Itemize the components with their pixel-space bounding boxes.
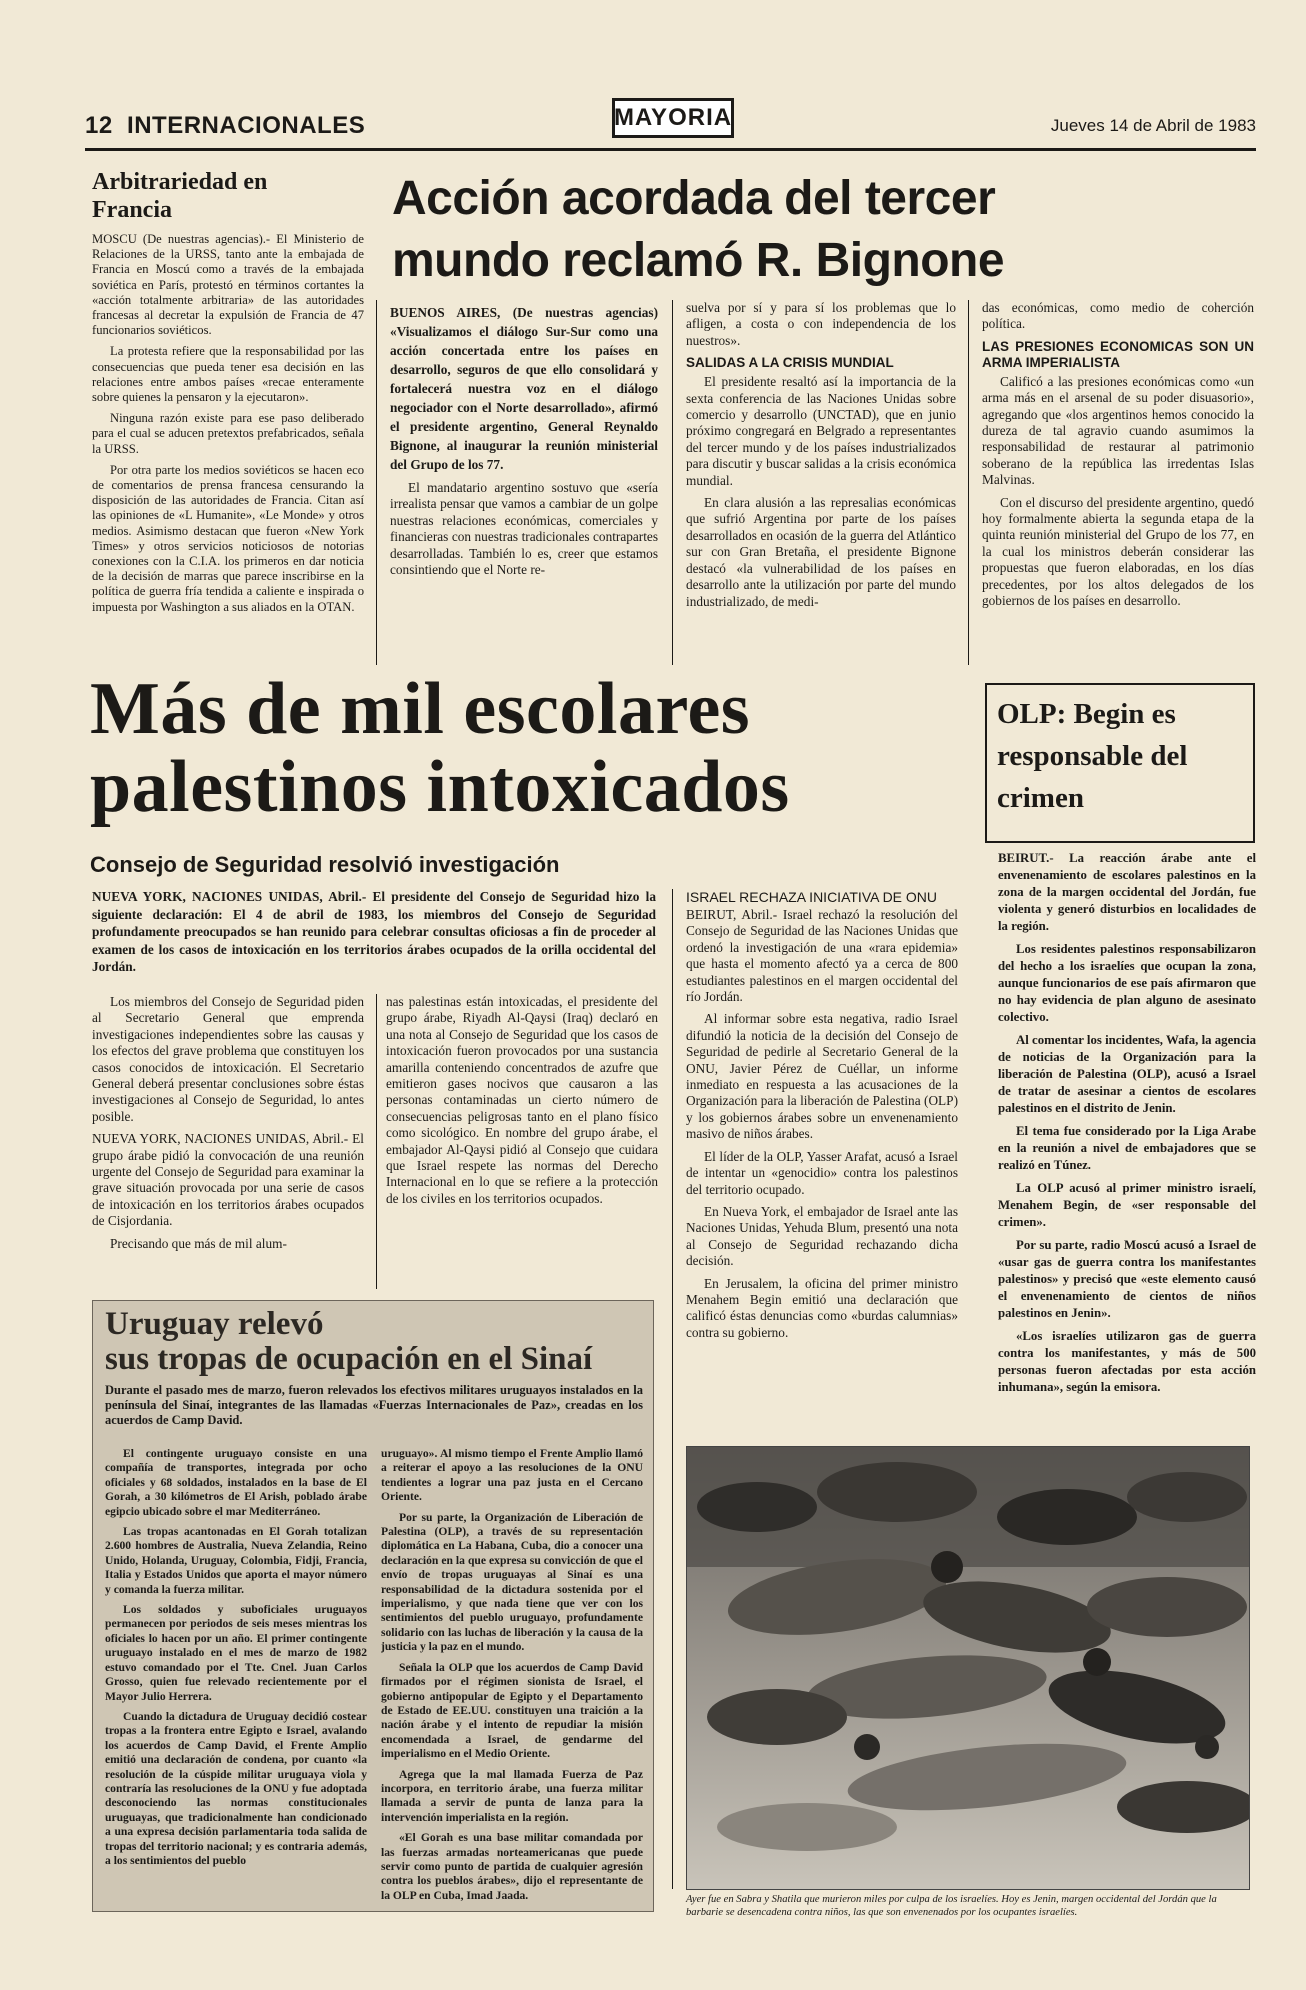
escolares-paragraph: Los miembros del Consejo de Seguridad piden al Secretario General que emprenda investigaciones independientes sobre las causas y los efectos del grave problema que constituyen los casos conocidos de intoxicación. El Secretario General deberá presentar conclusiones sobre éstas investigaciones al Consejo de Seguridad, lo antes posible. [92,994,364,1124]
escolares-col2 [386,994,658,1290]
escolares-paragraph: Precisando que más de mil alum- [110,1235,287,1251]
escolares-paragraph: Al informar sobre esta negativa, radio Israel difundió la noticia de la decisión del Consejo de Seguridad de pedirle al Secretario General de la ONU, Javier Pérez de Cuéllar, un informe inmediato en respuesta a las acusaciones de la Organización para la liberación de Palestina (OLP) y los gobiernos árabes sobre un envenenamiento masivo de niños árabes. [686,1011,958,1142]
bignone-lead: BUENOS AIRES, (De nuestras agencias) «Visualizamos el diálogo Sur-Sur como una acción concertada entre los países en desarrollo, seguros de que ello consolidará y fortalecerá nuestra voz en el diálogo negociador con el Norte desarrollado», afirmó el presidente argentino, General Reynaldo Bignone, al inaugurar la reunión ministerial del Grupo de los 77. [390,305,658,472]
bignone-paragraph: En clara alusión a las represalias económicas que sufrió Argentina por parte de los países desarrollados en ocasión de la guerra del Atlántico sur con Gran Bretaña, el presidente Bignone destacó «la vulnerabilidad de los países en desarrollo ante la utilización por parte del mundo industrializado, de medi- [686,495,956,609]
bignone-headline-line: mundo reclamó R. Bignone [392,234,1005,287]
escolares-paragraph: NUEVA YORK, NACIONES UNIDAS, Abril.- El grupo árabe pidió la convocación de una reunión urgente del Consejo de Seguridad para examinar la grave situación provocada por una serie de casos de intoxicación en los territorios árabes ocupados de Cisjordania. [92,1131,364,1229]
bignone-paragraph: Calificó a las presiones económicas como «un arma más en el arsenal de su poder disuasorio», agregando que «los argentinos hemos conocido la dureza de tal agravio cuando asumimos la responsabilidad de restaurar al patrimonio soberano de la república las irredentas Islas Malvinas. [982,373,1254,488]
francia-paragraph: Ninguna razón existe para ese paso deliberado para el cual se aducen pretextos prefabricados, señala la URSS. [92,411,364,456]
olp-title: OLP: Begin es responsable del crimen [997,698,1188,814]
header-rule [85,148,1256,151]
olp-title-box [985,683,1255,843]
uruguay-lead: Durante el pasado mes de marzo, fueron relevados los efectivos militares uruguayos instalados en la península del Sinaí, integrantes de las llamadas «Fuerzas Internacionales de Paz», creadas en los acuerdos de Camp David. [105,1383,643,1427]
uruguay-paragraph: uruguayo». Al mismo tiempo el Frente Amplio llamó a reiterar el apoyo a las resoluciones de la ONU tendientes a lograr una paz justa en el Cercano Oriente. [381,1447,643,1504]
olp-paragraph: Por su parte, radio Moscú acusó a Israel de «usar gas de guerra contra los manifestantes palestinos» y precisó que «este elemento causó el envenenamiento de cientos de niños palestinos en Jenin». [998,1238,1256,1320]
uruguay-paragraph: Las tropas acantonadas en El Gorah totalizan 2.600 hombres de Australia, Nueva Zelandia, Reino Unido, Holanda, Uruguay, Colombia, Fidji, Francia, Italia y Estados Unidos que aporta el mayor número y comanda la fuerza militar. [105,1525,367,1596]
escolares-paragraph: nas palestinas están intoxicadas, el presidente del grupo árabe, Riyadh Al-Qaysi (Iraq) declaró en una nota al Consejo de Seguridad que los casos de intoxicación fueron provocados por una sustancia amarilla conteniendo concentrados de azufre que emitieron gases nocivos que causaron a las personas contaminadas un cierto número de consecuencias peligrosas tanto en el plano físico como sicológico. En nombre del grupo árabe, el embajador Al-Qaysi pidió al Consejo que cuidara que Israel respete las normas del Derecho Internacional en lo que se refiere a la protección de los civiles en los territorios ocupados. [386,994,658,1206]
issue-date: Jueves 14 de Abril de 1983 [1050,116,1256,135]
francia-paragraph: La protesta refiere que la responsabilidad por las consecuencias que pueda tener esa decisión en las relaciones entre ambos países «recae enteramente sobre quienes la pensaron y la ejecutaron». [92,344,364,405]
escolares-paragraph: BEIRUT, Abril.- Israel rechazó la resolución del Consejo de Seguridad de las Naciones Unidas que ordenó la investigación de una «rara epidemia» que hasta el momento afectó ya a cerca de 800 estudiantes palestinos en el margen occidental del río Jordán. [686,907,958,1005]
uruguay-paragraph: Por su parte, la Organización de Liberación de Palestina (OLP), a través de su representación diplomática en La Habana, Cuba, dio a conocer una declaración en la que expresa su convicción de que el envío de tropas uruguayas al Sinaí es una responsabilidad de la dictadura sostenida por el imperialismo, y que nada tiene que ver con los sentimientos del pueblo uruguayo, profundamente solidario con las luchas de liberación y la causa de la justicia y la paz en el mundo. [381,1510,643,1654]
column-rule [672,300,673,665]
column-rule [968,300,969,665]
photo-caption: Ayer fue en Sabra y Shatila que murieron miles por culpa de los israelíes. Hoy es Jenin, margen occidental del Jordán que la barbarie se desencadena contra niños, las que son envenenados por los ocupantes israelíes. [686,1894,1217,1918]
escolares-lead: NUEVA YORK, NACIONES UNIDAS, Abril.- El presidente del Consejo de Seguridad hizo la siguiente declaración: El 4 de abril de 1983, los miembros del Consejo de Seguridad profundamente preocupados se han reunido para celebrar consultas oficiosas a fin de proceder al examen de los casos de intoxicación en los territorios árabes ocupados de la orilla occidental del Jordán. [92,889,656,974]
uruguay-paragraph: Los soldados y suboficiales uruguayos permanecen por periodos de seis meses mientras los oficiales lo hacen por un año. El primer contingente uruguayo instalado en el mes de marzo de 1982 estuvo comandado por el Tte. Cnel. Juan Carlos Grosso, quien fue relevado recientemente por el Mayor Julio Herrera. [105,1603,367,1703]
page-number: 12 [85,112,113,139]
olp-paragraph: «Los israelíes utilizaron gas de guerra contra los manifestantes, y más de 500 personas fueron afectadas por esta acción inhumana», según la emisora. [998,1329,1256,1394]
uruguay-paragraph: El contingente uruguayo consiste en una compañía de transportes, integrada por ocho oficiales y 68 soldados, instalados en la base de El Gorah, a 30 kilómetros de El Arish, poblado árabe egipcio ubicado sobre el mar Mediterráneo. [105,1447,367,1518]
olp-paragraph: El tema fue considerado por la Liga Arabe en la reunión a nivel de embajadores que se realizó en Túnez. [998,1124,1256,1172]
bignone-paragraph: El mandatario argentino sostuvo que «sería irrealista pensar que vamos a cambiar de un golpe nuestras relaciones económicas, comerciales y financieras con nuestras tradicionales contrapartes desarrolladas. También lo es, creer que estamos consintiendo que el Norte re- [390,480,658,578]
uruguay-headline-line: sus tropas de ocupación en el Sinaí [105,1341,593,1377]
bignone-col3 [982,300,1254,668]
uruguay-paragraph: «El Gorah es una base militar comandada por las fuerzas armadas norteamericanas que puede servir como punto de partida de cualquier agresión contra los pueblos árabes», dijo el representante de la OLP en Cuba, Imad Jaada. [381,1831,643,1902]
olp-body [998,850,1256,1425]
uruguay-paragraph: Cuando la dictadura de Uruguay decidió costear tropas a la frontera entre Egipto e Israel, avalando los acuerdos de Camp David, el Frente Amplio emitió una declaración de condena, por cuanto «la resolución de la cúspide militar uruguaya viola y contraría las resoluciones de la ONU y fue adoptada desconociendo las normas constitucionales uruguayas, que tradicionalmente han condicionado a una expresa decisión parlamentaria toda salida de tropas del territorio nacional; y es contraria además, a los sentimientos del pueblo [105,1709,367,1867]
news-photo [686,1446,1250,1890]
escolares-headline-line: Más de mil escolares [90,668,751,750]
francia-body [92,232,364,662]
bignone-subhead: LAS PRESIONES ECONOMICAS SON UN ARMA IMPERIALISTA [982,338,1254,370]
bignone-paragraph: suelva por sí y para sí los problemas que lo afligen, a costa o con independencia de los nuestros». [686,300,956,348]
uruguay-headline-line: Uruguay relevó [105,1306,324,1342]
uruguay-paragraph: Señala la OLP que los acuerdos de Camp David firmados por el régimen sionista de Israel, el gobierno antipopular de Egipto y el Departamento de Estado de EE.UU. constituyen una traición a la nación árabe y el intento de repudiar la misión encomendada a Israel, de gendarme del imperialismo en el Medio Oriente. [381,1660,643,1761]
column-rule [376,994,377,1289]
escolares-subtitle: Consejo de Seguridad resolvió investigación [90,852,560,877]
bignone-paragraph: El presidente resaltó así la importancia de la sexta conferencia de las Naciones Unidas sobre comercio y desarrollo (UNCTAD), que en junio próximo congregará en Belgrado a representantes del tercer mundo y de los países industrializados para discutir y buscar salidas a la crisis económica mundial. [686,374,956,488]
column-rule [376,300,377,665]
escolares-paragraph: El líder de la OLP, Yasser Arafat, acusó a Israel de intentar un «genocidio» contra los palestinos del territorio ocupado. [686,1148,958,1197]
bignone-paragraph: Con el discurso del presidente argentino, quedó hoy formalmente abierta la segunda etapa de la quinta reunión ministerial del Grupo de los 77, en la cual los ministros deberán considerar las propuestas que fueron elaboradas, en los días precedentes, por los altos delegados de los gobiernos de los países en desarrollo. [982,494,1254,609]
francia-title: Arbitrariedad en Francia [92,169,268,223]
francia-paragraph: Por otra parte los medios soviéticos se hacen eco de comentarios de prensa francesa censurando la disposición de las autoridades de Francia. Citan así las opiniones de «L Humanite», «Le Monde» y otros medios. Asimismo destacan que fueron «New York Times» y otros servicios noticiosos de notorias conexiones con la C.I.A. los primeros en dar noticia de la decisión de marras que parece inscribirse en la política de guerra fría tendida a caliente e inspirada o impuesta por Washington a sus aliados en la OTAN. [92,462,364,614]
uruguay-box [92,1300,654,1912]
section-header [85,112,365,140]
uruguay-headline [105,1307,645,1377]
photo-illustration [687,1447,1250,1890]
bignone-subhead: SALIDAS A LA CRISIS MUNDIAL [686,355,894,371]
bignone-col1 [390,303,658,668]
escolares-col3 [686,889,958,1434]
section-name: INTERNACIONALES [127,112,366,139]
olp-paragraph: Al comentar los incidentes, Wafa, la agencia de noticias de la Organización para la liberación de Palestina (OLP), acusó a Israel de tratar de asesinar a cientos de escolares palestinos en el distrito de Jenin. [998,1033,1256,1115]
escolares-col1 [92,994,364,1290]
bignone-paragraph: das económicas, como medio de coherción política. [982,300,1254,332]
escolares-paragraph: En Nueva York, el embajador de Israel ante las Naciones Unidas, Yehuda Blum, presentó una nota al Consejo de Seguridad rechazando dicha decisión. [686,1203,958,1269]
olp-paragraph: BEIRUT.- La reacción árabe ante el envenenamiento de escolares palestinos en la zona de la margen occidental del Jordán, fue violenta y generó disturbios en localidades de la región. [998,851,1256,933]
uruguay-col2 [381,1447,643,1907]
escolares-paragraph: En Jerusalem, la oficina del primer ministro Menahem Begin emitió una declaración que calificó éstas denuncias como «burdas calumnias» contra su gobierno. [686,1275,958,1340]
escolares-subhead: ISRAEL RECHAZA INICIATIVA DE ONU [686,889,938,905]
escolares-headline [90,670,970,826]
bignone-headline [392,168,1262,292]
uruguay-col1 [105,1447,367,1907]
newspaper-logo: MAYORIA [612,98,734,138]
uruguay-paragraph: Agrega que la mal llamada Fuerza de Paz incorpora, en territorio árabe, una fuerza militar llamada a servir de punta de lanza para la intervención imperialista en la región. [381,1767,643,1824]
bignone-col2 [686,300,956,668]
olp-paragraph: Los residentes palestinos responsabilizaron del hecho a los israelíes que ocupan la zona, aunque funcionarios de ese país afirmaron que no hay evidencia de plan alguno de asesinato colectivo. [998,942,1256,1024]
francia-paragraph: MOSCU (De nuestras agencias).- El Ministerio de Relaciones de la URSS, tanto ante la embajada de Francia en Moscú como a través de la embajada soviética en París, protestó en términos cortantes la «acción totalmente arbitraria» de las autoridades francesas al decretar la expulsión de Francia de 47 funcionarios soviéticos. [92,232,364,338]
bignone-headline-line: Acción acordada del tercer [392,172,996,225]
column-rule [672,889,673,1889]
escolares-headline-line: palestinos intoxicados [90,746,790,828]
olp-paragraph: La OLP acusó al primer ministro israelí, Menahem Begin, de «ser responsable del crimen». [998,1181,1256,1229]
